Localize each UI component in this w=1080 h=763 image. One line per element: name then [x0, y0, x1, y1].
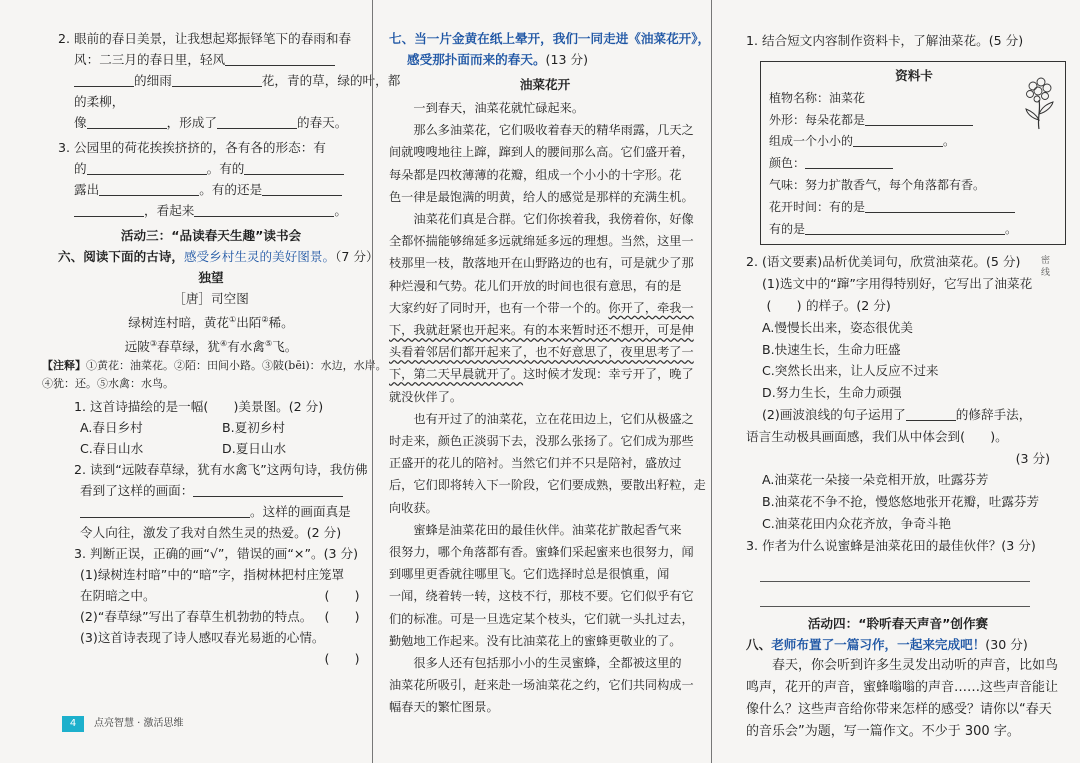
q2-sub1: (1)选文中的“蹿”字用得特别好，它写出了油菜花: [762, 276, 1033, 292]
poem-q2-line-2: [58, 480, 364, 501]
passage-line: 后，它们即将转入下一阶段，它们要成熟，要散出籽粒，走: [389, 478, 706, 493]
poem-title: 独望: [198, 270, 224, 285]
section6-label: 六、阅读下面的古诗，: [58, 249, 184, 264]
q2-sub1-line2: [746, 295, 1050, 317]
poem-line-2: [58, 333, 364, 357]
card-name-row: 植物名称：油菜花: [769, 90, 866, 105]
q2-option-d[interactable]: D.努力生长，生命力顽强: [762, 385, 902, 401]
option-a[interactable]: A.春日乡村: [80, 420, 143, 436]
judge-3-answer[interactable]: ( ): [324, 651, 360, 667]
passage-line: 间就嗖嗖地往上蹿，蹿到人的腰间那么高。它们盛开着，: [389, 145, 694, 160]
judge-3: (3)这首诗表现了诗人感叹春光易逝的心情。: [80, 630, 325, 646]
q3-answer-line-2[interactable]: [760, 588, 1030, 607]
passage-line: 种烂漫和气势。花儿们开放的时间也很有意思，有的是: [389, 278, 682, 293]
q2-text: 的样子。(2 分): [806, 297, 891, 313]
card-label: 。: [943, 134, 956, 149]
passage-line: 一闻，绕着转一转，这枝不行，那枝不要。它们似乎有它: [389, 589, 694, 604]
section7-instruction: 感受那扑面而来的春天。: [407, 52, 546, 67]
q2-text: (2)画波浪线的句子运用了: [762, 406, 906, 422]
card-blank-cross[interactable]: [853, 132, 943, 147]
q3-answer-line-1[interactable]: [760, 563, 1030, 582]
card-time-row-2: [769, 219, 1059, 241]
passage-line: 很努力，哪个角落都有香。蜜蜂们采起蜜来也很努力，闻: [389, 545, 694, 560]
poem-notes-2: ④犹：还。⑤水禽：水鸟。: [42, 377, 174, 391]
note-ref: ①: [229, 315, 237, 324]
passage-line: 枝那里一枝，散落地开在山野路边的也有，可是就少了那: [389, 256, 694, 271]
q2-line-2: [58, 49, 364, 70]
q2-line-4: [58, 91, 364, 112]
passage-text: 这时候才发现：幸亏开了，晚了: [523, 367, 694, 382]
passage-line: 蜜蜂是油菜花田的最佳伙伴。油菜花扩散起香气来: [413, 522, 682, 537]
q2-text: 风：二三月的春日里，轻风: [74, 52, 226, 67]
option-c[interactable]: C.春日山水: [80, 441, 144, 457]
card-label: 花开时间：有的是: [769, 199, 866, 214]
judge-1-line-2: [58, 585, 364, 606]
q2-sub2-option-a[interactable]: A.油菜花一朵接一朵竞相开放，吐露芬芳: [762, 472, 989, 488]
q3-text: 。有的还是: [199, 182, 263, 197]
passage-line: [389, 297, 701, 319]
composition-line: 像什么？这些声音给你带来怎样的感受？请你以“春天: [746, 702, 1052, 718]
section7-score: (13 分): [545, 52, 588, 67]
note-ref: ②: [261, 315, 269, 324]
judge-text: (2)“春草绿”写出了春草生机勃勃的特点。: [80, 609, 313, 625]
poem-notes-1: [42, 357, 387, 375]
q2-blank-5[interactable]: [217, 114, 297, 129]
section8-heading: [746, 634, 1050, 655]
card-label: 有的是: [769, 221, 806, 236]
section6-score: （7 分）: [335, 249, 379, 264]
passage-line: 很多人还有包括那小小的生灵蜜蜂，全都被这里的: [413, 656, 682, 671]
card-label: 外形：每朵花都是: [769, 112, 866, 127]
poem-q2-blank-1[interactable]: [193, 482, 343, 497]
poem-text: 有水禽: [227, 339, 265, 355]
passage-line: 一到春天，油菜花就忙碌起来。: [413, 101, 585, 115]
q2-text: 的修辞手法，: [955, 406, 1032, 422]
q3-line-4: [58, 200, 364, 221]
judge-2: [58, 606, 364, 627]
passage-line: 勤勉地工作起来。没有比油菜花上的蜜蜂更敬业的了。: [389, 633, 682, 648]
poem-author: ［唐］司空图: [173, 291, 249, 306]
wavy-sentence: 头看着邻居们都开起来了，也不好意思了，夜里思考了一: [389, 345, 694, 360]
card-label: 。: [1005, 221, 1018, 236]
q3-blank-2[interactable]: [244, 160, 344, 175]
poem-text: 远陂: [124, 339, 150, 355]
q3-blank-6[interactable]: [194, 202, 334, 217]
left-column: [0, 0, 401, 763]
passage-text: 大家约好了同时开，也有一个带一个的。: [389, 300, 609, 315]
q2-text: 花，青的草，绿的叶，都: [261, 73, 401, 88]
note-ref: ③: [149, 339, 158, 349]
q2-line-1: 2. 眼前的春日美景，让我想起郑振铎笔下的春雨和春: [58, 31, 352, 46]
judge-1-answer[interactable]: ( ): [324, 588, 360, 604]
q3-text: 露出: [74, 182, 100, 197]
passage-line: 就没伙伴了。: [389, 389, 463, 404]
q3-text: 。有的: [206, 161, 245, 176]
q2-sub1-answer[interactable]: ( ): [766, 297, 802, 313]
info-card-title: 资料卡: [895, 67, 933, 83]
option-d[interactable]: D.夏日山水: [222, 441, 287, 457]
poem-text: 出陌: [236, 315, 262, 331]
card-shape-row-2: [769, 131, 1059, 153]
card-time-row: [769, 197, 1059, 219]
poem-q1: 1. 这首诗描绘的是一幅( )美景图。(2 分): [74, 399, 324, 415]
q2-line-3: [58, 70, 401, 91]
q2-sub2-blank[interactable]: [906, 406, 956, 421]
passage-line: 到哪里更香就往哪里飞。它们选择时总是很慎重，闻: [389, 567, 670, 582]
q2-sub2-score: (3 分): [1015, 450, 1050, 466]
passage-line: 油菜花们真是合群。它们你挨着我，我傍着你，好像: [413, 212, 694, 227]
q2-heading: 2. (语文要素)品析优美词句，欣赏油菜花。(5 分): [746, 254, 1021, 270]
q3-line-3: [58, 179, 364, 200]
option-b[interactable]: B.夏初乡村: [222, 420, 286, 436]
q3-blank-3[interactable]: [99, 181, 199, 196]
passage: [389, 97, 706, 719]
q2-option-b[interactable]: B.快速生长，生命力旺盛: [762, 341, 901, 357]
poem-q2-line-4: 令人向往，激发了我对自然生灵的热爱。(2 分): [80, 525, 342, 541]
card-label: 组成一个小小的: [769, 134, 854, 149]
card-blank-time-1[interactable]: [865, 198, 1015, 213]
poem-q2-text: 。这样的画面真是: [250, 504, 351, 520]
card-blank-shape[interactable]: [865, 111, 973, 126]
judge-text: 在阴暗之中。: [80, 588, 156, 604]
q3-blank-4[interactable]: [262, 181, 342, 196]
passage-line: [389, 363, 701, 385]
passage-line: 正盛开的花儿的陪衬。当然它们并不只是陪衬，盛放过: [389, 456, 682, 471]
poem-q2-text: 看到了这样的画面：: [80, 483, 194, 499]
q2-text: 像: [74, 115, 87, 130]
card-blank-time-2[interactable]: [805, 220, 1005, 235]
judge-1-line-1: (1)绿树连村暗”中的“暗”字，指树林把村庄笼罩: [80, 567, 345, 583]
q2-sub2: [746, 404, 1050, 426]
info-card: [760, 61, 1066, 246]
passage-line: 色一律是最饱满的明黄，给人的感觉是那样的充满生机。: [389, 189, 694, 204]
q2-option-c[interactable]: C.突然长出来，让人反应不过来: [762, 363, 939, 379]
section6-instruction: 感受乡村生灵的美好图景。: [183, 249, 336, 264]
q2-sub2-option-b[interactable]: B.油菜花不争不抢，慢悠悠地张开花瓣，吐露芬芳: [762, 494, 1040, 510]
passage-title: 油菜花开: [519, 77, 571, 92]
passage-line: 也有开过了的油菜花，立在花田边上，它们从极盛之: [413, 411, 694, 426]
right-column: [712, 0, 1080, 763]
q3-question: 3. 作者为什么说蜜蜂是油菜花田的最佳伙伴？(3 分): [746, 537, 1036, 553]
section7-heading-1: 七、当一片金黄在纸上晕开，我们一同走进《油菜花开》，: [389, 31, 711, 46]
middle-column: [372, 0, 712, 763]
q2-line-5: [58, 112, 364, 133]
q2-text: 的春天。: [296, 115, 348, 130]
q3-blank-1[interactable]: [87, 160, 207, 175]
passage-line: 们的标准。可是一旦选定某个枝头，它们就一头扎过去，: [389, 611, 694, 626]
poem-q2-blank-2[interactable]: [80, 503, 250, 518]
section8-label: 八、: [746, 637, 772, 653]
passage-line: 油菜花所吸引，赶来赴一场油菜花之约，它们共同构成一: [389, 678, 694, 693]
wavy-sentence: 你开了，牵我一: [608, 300, 694, 315]
q3-line-1: 3. 公园里的荷花挨挨挤挤的，各有各的形态：有: [58, 140, 326, 155]
section8-score: (30 分): [985, 637, 1028, 653]
judge-2-answer[interactable]: ( ): [324, 609, 360, 625]
note-ref: ⑤: [264, 339, 273, 349]
page-number: 4: [62, 716, 84, 732]
q2-blank-3[interactable]: [172, 72, 262, 87]
footer-slogan: 点亮智慧 · 激活思维: [94, 718, 184, 729]
q3-line-2: [58, 158, 364, 179]
card-blank-color[interactable]: [805, 154, 893, 169]
q2-text: ，形成了: [166, 115, 217, 130]
poem-q3: 3. 判断正误，正确的画“√”，错误的画“×”。(3 分): [74, 546, 359, 562]
q2-blank-4[interactable]: [87, 114, 167, 129]
notes-label: 【注释】: [42, 359, 86, 373]
passage-line: 每朵都是四枚薄薄的花瓣，组成一个小小的十字形。花: [389, 167, 682, 182]
section7-heading-2: [389, 49, 701, 70]
poem-text: 稀。: [268, 315, 294, 331]
binding-edge-label: 密 线: [1039, 255, 1049, 276]
card-label: 颜色：: [769, 156, 806, 171]
notes-text: ①黄花：油菜花。②陌：田间小路。③陂(bēi)：水边，水岸。: [86, 359, 387, 373]
q3-text: 的: [74, 161, 87, 176]
poem-line-1: [58, 309, 364, 333]
q2-text: 的细雨: [134, 73, 172, 88]
poem-q2-line-3: [58, 501, 364, 522]
passage-line: 全都怀揣能够绵延多远就绵延多远的理想。当然，这里一: [389, 234, 694, 249]
activity3-title: 活动三：“品读春天生趣”读书会: [120, 228, 302, 243]
section6-heading: [58, 246, 379, 267]
passage-line: 时走来，颜色正淡弱下去，没那么张扬了。它们成为那些: [389, 434, 694, 449]
q2-blank-1[interactable]: [225, 51, 335, 66]
activity4-title: 活动四：“聆听春天声音”创作赛: [807, 615, 989, 631]
poem-q1-options-1: [58, 417, 364, 438]
card-shape-row: [769, 110, 1059, 132]
note-ref: ④: [220, 339, 228, 349]
q2-sub2-option-c[interactable]: C.油菜花田内众花齐放，争奇斗艳: [762, 515, 952, 531]
q3-text: 。: [334, 203, 347, 218]
q2-sub2-line2: 语言生动极具画面感，我们从中体会到( )。: [746, 428, 1008, 444]
composition-line: 鸣声，花开的声音，蜜蜂嗡嗡的声音……这些声音能让: [746, 680, 1059, 696]
section8-instruction: 老师布置了一篇习作，一起来完成吧！: [771, 637, 986, 653]
wavy-sentence: 下，我就赶紧也开起来。有的本来暂时还不想开，可是伸: [389, 323, 694, 338]
card-color-row: [769, 153, 1059, 175]
q3-text: ，看起来: [144, 203, 195, 218]
composition-line: 的音乐会”为题，写一篇作文。不少于 300 字。: [746, 724, 1020, 740]
rapeseed-flower-icon: [1019, 74, 1059, 130]
poem-q1-options-2: [58, 438, 364, 459]
poem-q2-line-1: 2. 读到“远陂春草绿，犹有水禽飞”这两句诗，我仿佛: [74, 462, 368, 478]
poem-text: 飞。: [272, 339, 298, 355]
q3-blank-5[interactable]: [74, 202, 144, 217]
passage-line: 向收获。: [389, 500, 438, 515]
composition-line: 春天，你会听到许多生灵发出动听的声音，比如鸟: [772, 658, 1059, 674]
q2-option-a[interactable]: A.慢慢长出来，姿态很优美: [762, 319, 913, 335]
card-smell-row: 气味：努力扩散香气，每个角落都有香。: [769, 177, 986, 192]
poem-text: 绿树连村暗，黄花: [128, 315, 230, 331]
passage-line: 那么多油菜花，它们吸收着春天的精华雨露，几天之: [413, 123, 694, 138]
passage-line: 幅春天的繁忙图景。: [389, 700, 499, 715]
q2-blank-2[interactable]: [74, 72, 134, 87]
q2-text: 的柔柳，: [74, 94, 125, 109]
card-question: 1. 结合短文内容制作资料卡，了解油菜花。(5 分): [746, 33, 1024, 48]
wavy-sentence: 下，第二天早晨就开了。: [389, 367, 524, 382]
poem-text: 春草绿，犹: [157, 339, 220, 355]
